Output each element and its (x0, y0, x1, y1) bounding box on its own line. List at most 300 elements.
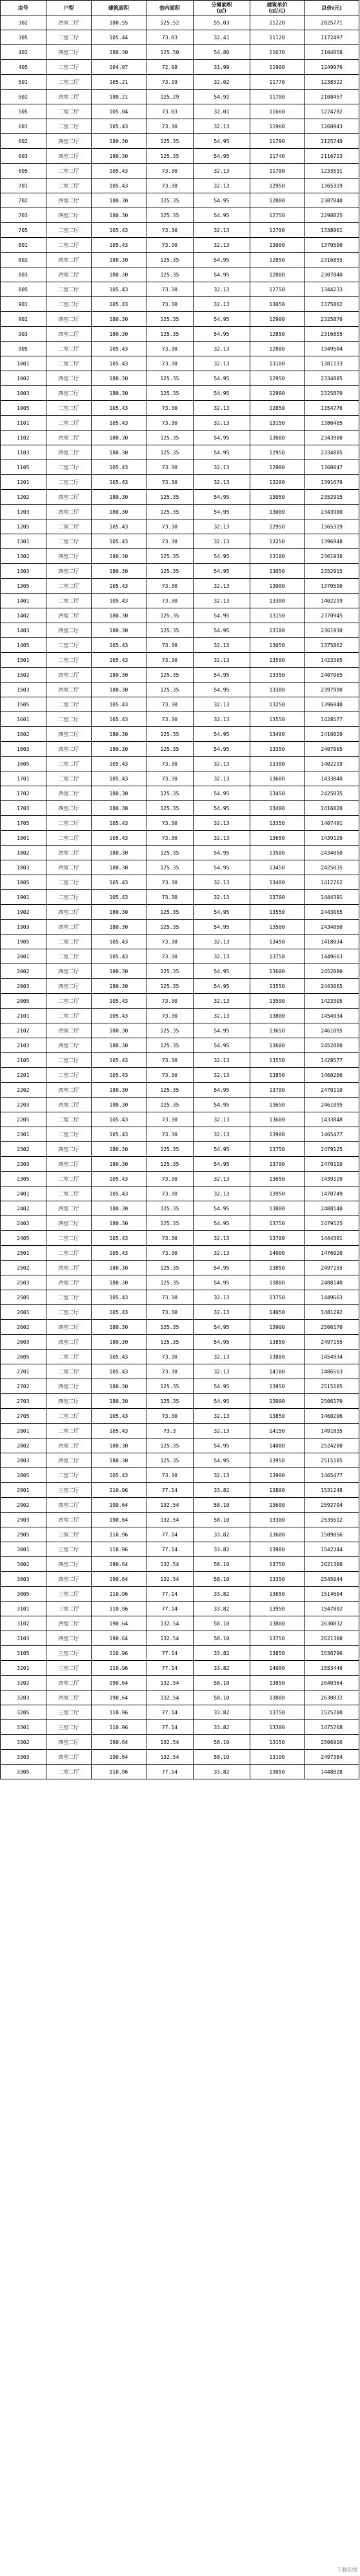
cell-type: 四室二厅 (46, 1735, 92, 1750)
cell-inner-area: 73.30 (146, 297, 193, 312)
cell-room: 2001 (1, 949, 46, 964)
cell-room: 1505 (1, 697, 46, 712)
cell-total-price: 1486563 (305, 1364, 359, 1379)
table-row (1, 505, 359, 519)
cell-built-area: 105.43 (92, 282, 146, 297)
cell-total-price: 1475768 (305, 1720, 359, 1735)
cell-type: 四室二厅 (46, 371, 92, 386)
table-row (1, 668, 359, 683)
cell-inner-area: 73.30 (146, 179, 193, 193)
cell-type: 四室二厅 (46, 860, 92, 875)
cell-shared-area: 32.13 (194, 757, 250, 771)
cell-room: 2101 (1, 1009, 46, 1023)
cell-total-price: 1233531 (305, 164, 359, 179)
cell-room: 3101 (1, 1602, 46, 1616)
cell-unit-price: 13850 (250, 1409, 305, 1424)
cell-room: 903 (1, 327, 46, 342)
cell-total-price: 2361930 (305, 549, 359, 564)
cell-type: 二室二厅 (46, 1127, 92, 1142)
cell-shared-area: 54.95 (194, 1038, 250, 1053)
cell-shared-area: 58.10 (194, 1631, 250, 1646)
cell-inner-area: 132.54 (146, 1616, 193, 1631)
cell-room: 2903 (1, 1513, 46, 1527)
cell-inner-area: 73.30 (146, 519, 193, 534)
cell-inner-area: 73.30 (146, 653, 193, 668)
cell-unit-price: 13150 (250, 1735, 305, 1750)
cell-total-price: 2407005 (305, 668, 359, 683)
cell-total-price: 2452080 (305, 1038, 359, 1053)
cell-built-area: 105.43 (92, 1246, 146, 1261)
cell-total-price: 1391676 (305, 475, 359, 490)
cell-room: 602 (1, 134, 46, 149)
cell-unit-price: 12950 (250, 179, 305, 193)
cell-total-price: 2361930 (305, 623, 359, 638)
cell-built-area: 180.30 (92, 979, 146, 994)
cell-total-price: 1454934 (305, 1009, 359, 1023)
cell-type: 四室二厅 (46, 1676, 92, 1690)
cell-total-price: 1433848 (305, 771, 359, 786)
cell-total-price: 1525700 (305, 1705, 359, 1720)
cell-built-area: 180.30 (92, 1201, 146, 1216)
cell-type: 二室二厅 (46, 179, 92, 193)
cell-inner-area: 72.98 (146, 60, 193, 75)
cell-built-area: 180.30 (92, 727, 146, 742)
cell-total-price: 1238322 (305, 75, 359, 90)
cell-shared-area: 54.95 (194, 1394, 250, 1409)
cell-total-price: 1491835 (305, 1424, 359, 1438)
cell-shared-area: 32.13 (194, 164, 250, 179)
table-row (1, 979, 359, 994)
cell-type: 二室二厅 (46, 104, 92, 119)
table-row (1, 1023, 359, 1038)
table-row (1, 1587, 359, 1602)
cell-room: 1301 (1, 534, 46, 549)
cell-built-area: 190.64 (92, 1513, 146, 1527)
cell-shared-area: 33.82 (194, 1646, 250, 1661)
table-row (1, 846, 359, 860)
cell-inner-area: 125.35 (146, 1438, 193, 1453)
cell-inner-area: 73.30 (146, 416, 193, 431)
cell-room: 2401 (1, 1186, 46, 1201)
table-row (1, 1394, 359, 1409)
table-row (1, 875, 359, 890)
cell-room: 1805 (1, 875, 46, 890)
cell-unit-price: 12950 (250, 519, 305, 534)
cell-total-price: 2452080 (305, 964, 359, 979)
table-row (1, 608, 359, 623)
table-row (1, 327, 359, 342)
cell-inner-area: 125.35 (146, 1157, 193, 1172)
cell-shared-area: 33.82 (194, 1661, 250, 1676)
cell-built-area: 105.43 (92, 994, 146, 1009)
cell-total-price: 2343900 (305, 431, 359, 445)
cell-unit-price: 13000 (250, 431, 305, 445)
cell-room: 701 (1, 179, 46, 193)
cell-total-price: 2640364 (305, 1676, 359, 1690)
cell-total-price: 1260943 (305, 119, 359, 134)
table-row (1, 949, 359, 964)
cell-total-price: 1365319 (305, 519, 359, 534)
table-row (1, 905, 359, 920)
cell-built-area: 105.43 (92, 1350, 146, 1364)
cell-type: 二室二厅 (46, 712, 92, 727)
cell-inner-area: 125.35 (146, 505, 193, 519)
cell-shared-area: 54.95 (194, 445, 250, 460)
header-unit-price-label: 建筑单价 (266, 1, 288, 8)
cell-total-price: 1418034 (305, 935, 359, 949)
cell-room: 2503 (1, 1275, 46, 1290)
table-row (1, 920, 359, 935)
cell-inner-area: 132.54 (146, 1750, 193, 1765)
cell-shared-area: 54.95 (194, 979, 250, 994)
cell-type: 四室二厅 (46, 564, 92, 579)
cell-type: 四室二厅 (46, 490, 92, 505)
cell-total-price: 2506916 (305, 1735, 359, 1750)
cell-shared-area: 54.95 (194, 1275, 250, 1290)
cell-room: 1802 (1, 846, 46, 860)
cell-built-area: 105.43 (92, 1424, 146, 1438)
cell-inner-area: 125.35 (146, 846, 193, 860)
cell-inner-area: 125.35 (146, 786, 193, 801)
cell-unit-price: 13250 (250, 534, 305, 549)
cell-room: 2902 (1, 1498, 46, 1513)
cell-unit-price: 13650 (250, 1098, 305, 1112)
cell-shared-area: 32.13 (194, 519, 250, 534)
cell-type: 四室二厅 (46, 149, 92, 164)
cell-type: 二室二厅 (46, 949, 92, 964)
table-row (1, 75, 359, 90)
cell-total-price: 2334885 (305, 371, 359, 386)
cell-shared-area: 32.13 (194, 1127, 250, 1142)
cell-built-area: 180.30 (92, 623, 146, 638)
cell-inner-area: 125.35 (146, 312, 193, 327)
cell-total-price: 1365319 (305, 179, 359, 193)
cell-total-price: 2025771 (305, 15, 359, 30)
cell-total-price: 1547892 (305, 1602, 359, 1616)
cell-total-price: 1375862 (305, 638, 359, 653)
cell-room: 2102 (1, 1023, 46, 1038)
cell-room: 703 (1, 208, 46, 223)
cell-shared-area: 54.95 (194, 564, 250, 579)
cell-total-price: 2535512 (305, 1513, 359, 1527)
cell-built-area: 110.96 (92, 1661, 146, 1676)
cell-room: 1605 (1, 757, 46, 771)
cell-inner-area: 77.14 (146, 1527, 193, 1542)
cell-inner-area: 125.35 (146, 1023, 193, 1038)
cell-shared-area: 33.82 (194, 1765, 250, 1779)
cell-room: 702 (1, 193, 46, 208)
cell-built-area: 105.43 (92, 356, 146, 371)
cell-built-area: 105.43 (92, 712, 146, 727)
cell-inner-area: 125.35 (146, 1142, 193, 1157)
cell-shared-area: 55.03 (194, 15, 250, 30)
cell-total-price: 2434050 (305, 846, 359, 860)
cell-room: 1303 (1, 564, 46, 579)
cell-room: 3005 (1, 1587, 46, 1602)
cell-type: 二室二厅 (46, 164, 92, 179)
table-row (1, 594, 359, 608)
cell-total-price: 2343900 (305, 505, 359, 519)
table-row (1, 1438, 359, 1453)
cell-shared-area: 54.95 (194, 267, 250, 282)
header-room: 房号 (1, 1, 46, 15)
cell-type: 四室二厅 (46, 1498, 92, 1513)
cell-room: 1603 (1, 742, 46, 757)
cell-unit-price: 13100 (250, 549, 305, 564)
cell-built-area: 180.30 (92, 564, 146, 579)
cell-room: 2405 (1, 1231, 46, 1246)
cell-total-price: 2352915 (305, 490, 359, 505)
cell-inner-area: 125.29 (146, 90, 193, 104)
cell-type: 二室二厅 (46, 697, 92, 712)
cell-shared-area: 54.95 (194, 1335, 250, 1350)
cell-total-price: 1249976 (305, 60, 359, 75)
cell-built-area: 180.30 (92, 312, 146, 327)
cell-built-area: 105.43 (92, 949, 146, 964)
cell-unit-price: 13300 (250, 1720, 305, 1735)
cell-total-price: 2125740 (305, 134, 359, 149)
cell-type: 四室二厅 (46, 1083, 92, 1098)
cell-type: 四室二厅 (46, 1572, 92, 1587)
cell-built-area: 180.30 (92, 742, 146, 757)
cell-unit-price: 14000 (250, 1438, 305, 1453)
cell-unit-price: 12750 (250, 282, 305, 297)
cell-shared-area: 32.13 (194, 1290, 250, 1305)
cell-built-area: 110.96 (92, 1720, 146, 1735)
table-row (1, 1513, 359, 1527)
cell-shared-area: 54.95 (194, 549, 250, 564)
cell-inner-area: 77.14 (146, 1720, 193, 1735)
table-row (1, 1424, 359, 1438)
cell-inner-area: 73.03 (146, 104, 193, 119)
cell-inner-area: 73.30 (146, 1350, 193, 1364)
cell-type: 二室二厅 (46, 475, 92, 490)
table-row (1, 623, 359, 638)
cell-type: 二室二厅 (46, 1364, 92, 1379)
cell-room: 2403 (1, 1216, 46, 1231)
cell-inner-area: 73.30 (146, 935, 193, 949)
cell-built-area: 180.30 (92, 1261, 146, 1275)
cell-type: 二室二厅 (46, 594, 92, 608)
header-shared-area (194, 1, 250, 15)
cell-shared-area: 54.95 (194, 801, 250, 816)
cell-room: 501 (1, 75, 46, 90)
cell-type: 二室二厅 (46, 935, 92, 949)
cell-built-area: 105.43 (92, 401, 146, 416)
cell-room: 1102 (1, 431, 46, 445)
cell-unit-price: 13000 (250, 579, 305, 594)
cell-total-price: 2416020 (305, 801, 359, 816)
cell-inner-area: 132.54 (146, 1690, 193, 1705)
cell-unit-price: 12800 (250, 193, 305, 208)
cell-total-price: 1553440 (305, 1661, 359, 1676)
cell-shared-area: 32.13 (194, 342, 250, 356)
table-row (1, 90, 359, 104)
cell-inner-area: 125.35 (146, 490, 193, 505)
cell-type: 四室二厅 (46, 1690, 92, 1705)
cell-built-area: 180.30 (92, 267, 146, 282)
cell-total-price: 1476020 (305, 1246, 359, 1261)
cell-shared-area: 32.13 (194, 475, 250, 490)
cell-room: 2501 (1, 1246, 46, 1261)
cell-type: 四室二厅 (46, 1453, 92, 1468)
cell-type: 二室二厅 (46, 534, 92, 549)
cell-total-price: 2621300 (305, 1557, 359, 1572)
table-row (1, 786, 359, 801)
cell-total-price: 1224782 (305, 104, 359, 119)
cell-total-price: 1439120 (305, 1172, 359, 1186)
header-shared-area-label: 分摊面积 (211, 1, 232, 8)
cell-inner-area: 125.35 (146, 253, 193, 267)
cell-type: 四室二厅 (46, 727, 92, 742)
header-type: 户型 (46, 1, 92, 15)
cell-unit-price: 13150 (250, 608, 305, 623)
cell-built-area: 190.64 (92, 1750, 146, 1765)
cell-unit-price: 13400 (250, 875, 305, 890)
table-row (1, 1127, 359, 1142)
cell-room: 1702 (1, 786, 46, 801)
cell-total-price: 2461095 (305, 1023, 359, 1038)
cell-total-price: 1470749 (305, 1186, 359, 1201)
cell-shared-area: 54.95 (194, 1201, 250, 1216)
cell-unit-price: 11740 (250, 149, 305, 164)
table-row (1, 416, 359, 431)
table-row (1, 179, 359, 193)
cell-shared-area: 32.13 (194, 771, 250, 786)
cell-unit-price: 13750 (250, 949, 305, 964)
cell-shared-area: 32.13 (194, 890, 250, 905)
cell-unit-price: 12800 (250, 267, 305, 282)
cell-inner-area: 77.14 (146, 1542, 193, 1557)
cell-unit-price: 11900 (250, 60, 305, 75)
table-row (1, 297, 359, 312)
cell-total-price: 2407005 (305, 742, 359, 757)
cell-inner-area: 125.52 (146, 15, 193, 30)
table-row (1, 1750, 359, 1765)
cell-type: 二室二厅 (46, 401, 92, 416)
cell-room: 1201 (1, 475, 46, 490)
cell-built-area: 110.96 (92, 1705, 146, 1720)
table-row (1, 653, 359, 668)
cell-built-area: 105.43 (92, 1009, 146, 1023)
cell-room: 1202 (1, 490, 46, 505)
cell-total-price: 1509056 (305, 1527, 359, 1542)
cell-inner-area: 73.30 (146, 238, 193, 253)
cell-type: 四室二厅 (46, 1038, 92, 1053)
cell-total-price: 1449663 (305, 949, 359, 964)
cell-shared-area: 32.13 (194, 935, 250, 949)
cell-unit-price: 13500 (250, 846, 305, 860)
cell-unit-price: 13650 (250, 1172, 305, 1186)
cell-built-area: 110.96 (92, 1765, 146, 1779)
cell-type: 三室二厅 (46, 1527, 92, 1542)
cell-type: 二室二厅 (46, 238, 92, 253)
cell-type: 二室二厅 (46, 75, 92, 90)
cell-type: 四室二厅 (46, 742, 92, 757)
cell-inner-area: 73.30 (146, 282, 193, 297)
cell-built-area: 105.44 (92, 30, 146, 45)
cell-type: 四室二厅 (46, 505, 92, 519)
cell-room: 1602 (1, 727, 46, 742)
cell-unit-price: 13950 (250, 1379, 305, 1394)
cell-room: 2502 (1, 1261, 46, 1275)
cell-unit-price: 11790 (250, 134, 305, 149)
cell-unit-price: 13550 (250, 712, 305, 727)
table-row (1, 1409, 359, 1424)
table-row (1, 1364, 359, 1379)
table-row (1, 1557, 359, 1572)
cell-total-price: 1444391 (305, 890, 359, 905)
cell-room: 1801 (1, 831, 46, 846)
cell-shared-area: 54.95 (194, 386, 250, 401)
cell-shared-area: 54.95 (194, 964, 250, 979)
cell-shared-area: 54.95 (194, 208, 250, 223)
table-row (1, 964, 359, 979)
cell-type: 四室二厅 (46, 1379, 92, 1394)
cell-inner-area: 73.30 (146, 1305, 193, 1320)
table-row (1, 549, 359, 564)
cell-type: 二室二厅 (46, 356, 92, 371)
cell-built-area: 180.30 (92, 860, 146, 875)
cell-built-area: 180.30 (92, 253, 146, 267)
table-row (1, 1483, 359, 1498)
cell-unit-price: 13750 (250, 1557, 305, 1572)
table-row (1, 134, 359, 149)
cell-type: 四室二厅 (46, 253, 92, 267)
cell-inner-area: 73.30 (146, 831, 193, 846)
cell-room: 801 (1, 238, 46, 253)
cell-total-price: 2497155 (305, 1335, 359, 1350)
cell-unit-price: 13950 (250, 1186, 305, 1201)
cell-unit-price: 13500 (250, 994, 305, 1009)
cell-shared-area: 32.13 (194, 831, 250, 846)
cell-inner-area: 73.30 (146, 1172, 193, 1186)
table-row (1, 1290, 359, 1305)
cell-type: 三室二厅 (46, 1720, 92, 1735)
table-body (1, 15, 359, 1779)
cell-unit-price: 12950 (250, 445, 305, 460)
cell-unit-price: 13750 (250, 1142, 305, 1157)
table-row (1, 193, 359, 208)
cell-total-price: 2470110 (305, 1083, 359, 1098)
cell-unit-price: 14000 (250, 1246, 305, 1261)
cell-room: 1705 (1, 816, 46, 831)
table-row (1, 727, 359, 742)
table-row (1, 831, 359, 846)
cell-total-price: 2488140 (305, 1201, 359, 1216)
cell-type: 四室二厅 (46, 964, 92, 979)
cell-total-price: 2497384 (305, 1750, 359, 1765)
cell-built-area: 105.43 (92, 653, 146, 668)
table-row (1, 1201, 359, 1216)
cell-room: 1001 (1, 356, 46, 371)
table-row (1, 1142, 359, 1157)
cell-built-area: 190.64 (92, 1690, 146, 1705)
cell-built-area: 105.43 (92, 594, 146, 608)
cell-inner-area: 125.35 (146, 1394, 193, 1409)
cell-inner-area: 73.30 (146, 119, 193, 134)
cell-type: 四室二厅 (46, 312, 92, 327)
cell-room: 502 (1, 90, 46, 104)
cell-type: 四室二厅 (46, 1157, 92, 1172)
cell-unit-price: 13750 (250, 1290, 305, 1305)
cell-built-area: 180.30 (92, 1023, 146, 1038)
cell-unit-price: 13650 (250, 831, 305, 846)
cell-shared-area: 32.13 (194, 1172, 250, 1186)
table-row (1, 1379, 359, 1394)
cell-room: 3001 (1, 1542, 46, 1557)
cell-room: 2302 (1, 1142, 46, 1157)
